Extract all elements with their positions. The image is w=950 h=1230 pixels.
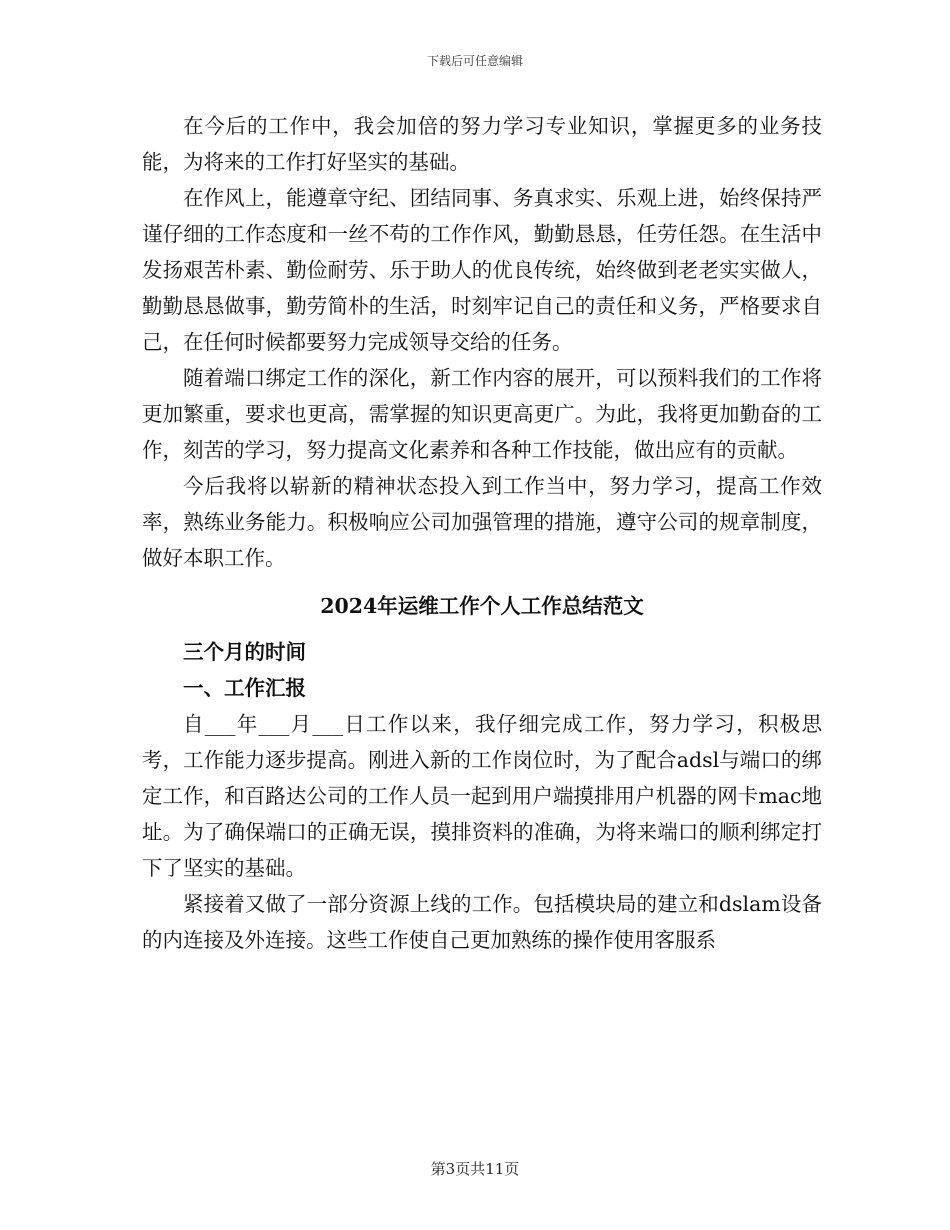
page-header: 下载后可任意编辑 — [426, 54, 523, 68]
paragraph: 随着端口绑定工作的深化，新工作内容的展开，可以预料我们的工作将更加繁重，要求也更高，需掌握的知识更高更广。为此，我将更加勤奋的工作，刻苦的学习，努力提高文化素养和各种工作技能，做出应有的贡献。 — [142, 366, 822, 462]
paragraph: 今后我将以崭新的精神状态投入到工作当中，努力学习，提高工作效率，熟练业务能力。积极响应公司加强管理的措施，遵守公司的规章制度，做好本职工作。 — [142, 474, 822, 570]
subheading: 三个月的时间 — [183, 640, 306, 664]
page-footer: 第3页共11页 — [430, 1160, 520, 1178]
section-title: 2024年运维工作个人工作总结范文 — [320, 594, 644, 618]
subheading: 一、工作汇报 — [183, 676, 306, 700]
paragraph: 在今后的工作中，我会加倍的努力学习专业知识，掌握更多的业务技能，为将来的工作打好坚实的基础。 — [142, 114, 822, 174]
paragraph: 紧接着又做了一部分资源上线的工作。包括模块局的建立和dslam设备的内连接及外连接。这些工作使自己更加熟练的操作使用客服系 — [142, 892, 822, 952]
document-body — [142, 108, 822, 958]
paragraph: 在作风上，能遵章守纪、团结同事、务真求实、乐观上进，始终保持严谨仔细的工作态度和一丝不苟的工作作风，勤勤恳恳，任劳任怨。在生活中发扬艰苦朴素、勤俭耐劳、乐于助人的优良传统，始终做到老老实实做人，勤勤恳恳做事，勤劳简朴的生活，时刻牢记自己的责任和义务，严格要求自己，在任何时候都要努力完成领导交给的任务。 — [142, 186, 822, 354]
paragraph: 自___年___月___日工作以来，我仔细完成工作，努力学习，积极思考，工作能力逐步提高。刚进入新的工作岗位时，为了配合adsl与端口的绑定工作，和百路达公司的工作人员一起到用户端摸排用户机器的网卡mac地址。为了确保端口的正确无误，摸排资料的准确，为将来端口的顺利绑定打下了坚实的基础。 — [142, 712, 822, 880]
